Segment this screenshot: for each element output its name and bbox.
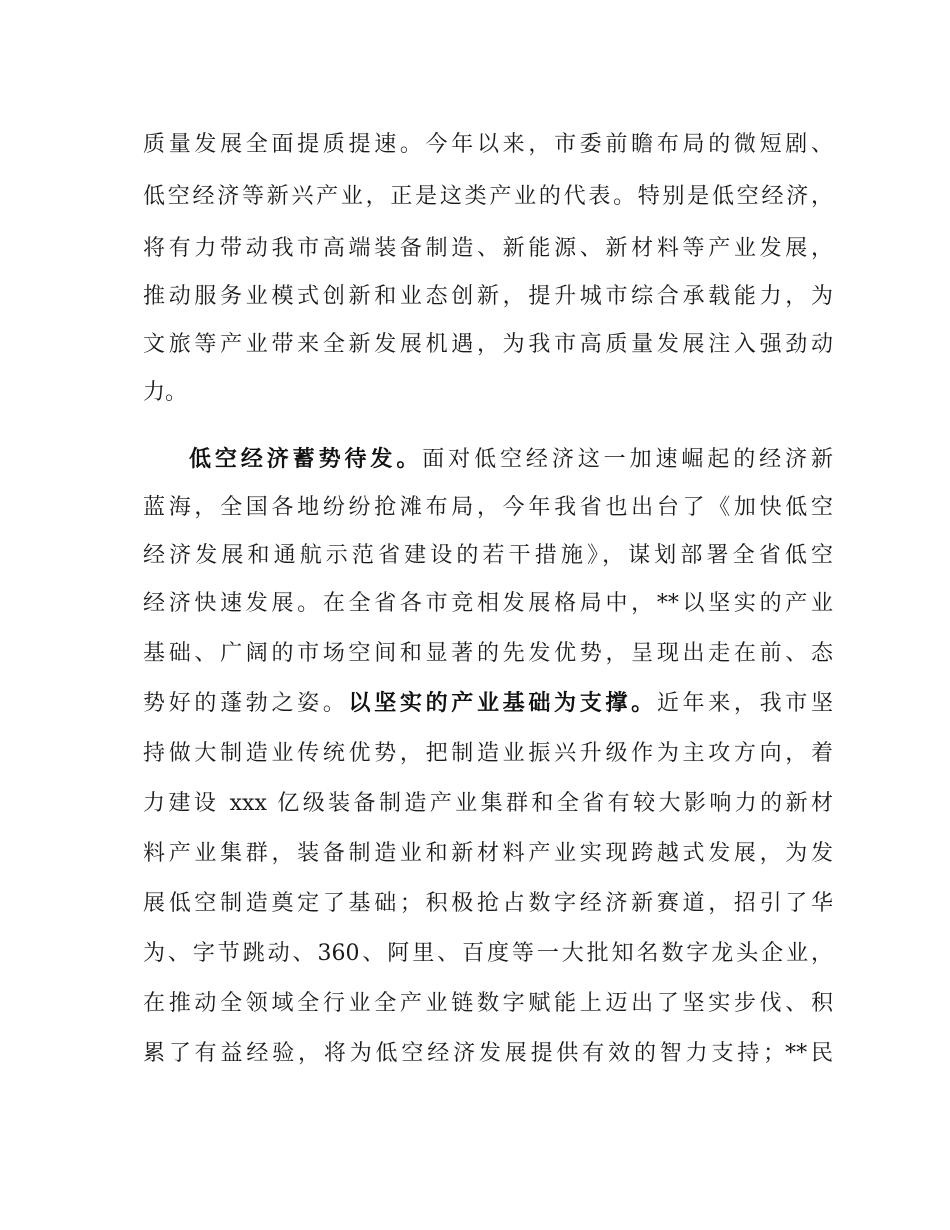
paragraph-1-line-6: 力。 [143,380,188,405]
paragraph-2-line-6-start: 势好的蓬勃之姿。 [143,691,349,716]
paragraph-2-line-2: 蓝海，全国各地纷纷抢滩布局，今年我省也出台了《加快低空 [143,495,833,520]
paragraph-2-line-6-rest: 近年来，我市坚 [656,691,833,716]
paragraph-2-line-10: 展低空制造奠定了基础；积极抢占数字经济新赛道，招引了华 [143,891,833,916]
paragraph-2-line-6 [143,684,833,724]
paragraph-2-line-11: 为、字节跳动、360、阿里、百度等一大批知名数字龙头企业， [143,941,833,966]
paragraph-1-line-4: 推动服务业模式创新和业态创新，提升城市综合承载能力，为 [143,284,833,309]
paragraph-1-line-2: 低空经济等新兴产业，正是这类产业的代表。特别是低空经济， [143,184,833,209]
paragraph-2-line-7: 持做大制造业传统优势，把制造业振兴升级作为主攻方向，着 [143,741,833,766]
section-heading: 低空经济蓄势待发。 [189,447,423,472]
paragraph-2-line-3: 经济发展和通航示范省建设的若干措施》，谋划部署全省低空 [143,543,833,568]
paragraph-2-line-12: 在推动全领域全行业全产业链数字赋能上迈出了坚实步伐、积 [143,991,833,1016]
paragraph-2-line-13: 累了有益经验，将为低空经济发展提供有效的智力支持；**民 [143,1041,833,1066]
sub-heading: 以坚实的产业基础为支撑。 [348,691,657,716]
paragraph-2-line-1-text: 面对低空经济这一加速崛起的经济新 [422,447,833,472]
paragraph-1-line-3: 将有力带动我市高端装备制造、新能源、新材料等产业发展， [143,236,833,261]
paragraph-1-line-1: 质量发展全面提质提速。今年以来，市委前瞻布局的微短剧、 [143,132,833,157]
paragraph-2-line-1 [189,440,833,480]
paragraph-2-line-4: 经济快速发展。在全省各市竞相发展格局中，**以坚实的产业 [143,591,833,616]
paragraph-1-line-5: 文旅等产业带来全新发展机遇，为我市高质量发展注入强劲动 [143,332,833,357]
paragraph-2-line-5: 基础、广阔的市场空间和显著的先发优势，呈现出走在前、态 [143,641,833,666]
paragraph-2-line-8: 力建设 xxx 亿级装备制造产业集群和全省有较大影响力的新材 [143,791,833,816]
paragraph-2-line-9: 料产业集群，装备制造业和新材料产业实现跨越式发展，为发 [143,841,833,866]
